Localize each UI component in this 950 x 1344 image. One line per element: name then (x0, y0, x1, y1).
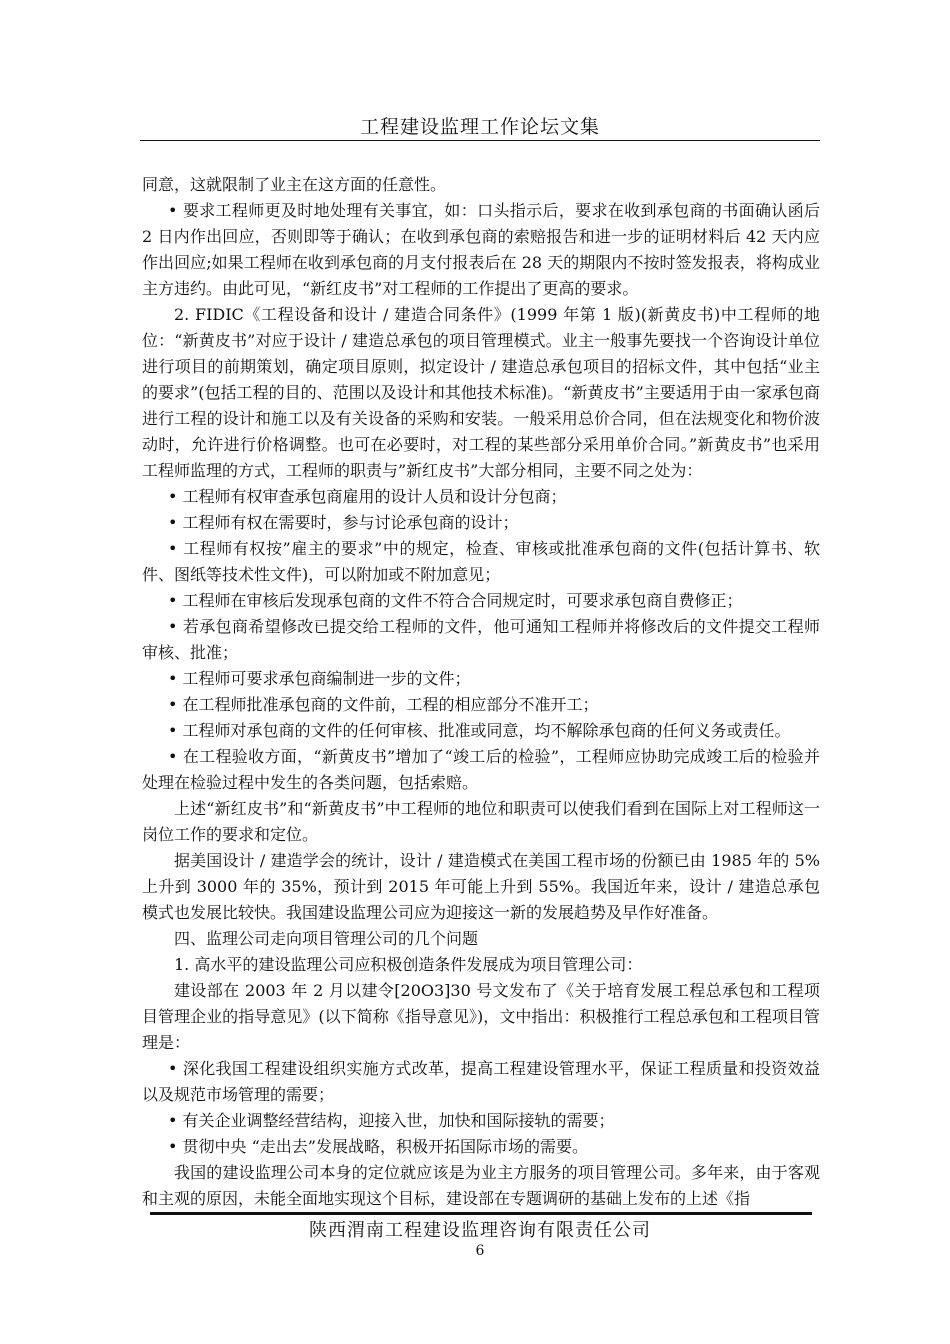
bullet-item: • 工程师有权在需要时，参与讨论承包商的设计； (168, 513, 519, 532)
page-header-title: 工程建设监理工作论坛文集 (359, 116, 600, 138)
bullet-item: • 要求工程师更及时地处理有关事宜，如：口头指示后，要求在收到承包商的书面确认函后 2 日内作出回应，否则即等于确认；在收到承包商的索赔报告和进一步的证明材料后 42 天内应作出回应;如果工程师在收到承包商的月支付报表后在 28 天的期限内不按时签发报表，将构成业主方违约。由此可见，“新红皮书”对工程师的工作提出了更高的要求。 (142, 201, 820, 298)
bullet-item: • 在工程师批准承包商的文件前，工程的相应部分不准开工； (168, 695, 599, 714)
footer-company-name: 陕西渭南工程建设监理咨询有限责任公司 (309, 1220, 651, 1241)
bullet-item: • 工程师在审核后发现承包商的文件不符合合同规定时，可要求承包商自费修正； (168, 591, 743, 610)
bullet-item: • 工程师对承包商的文件的任何审核、批准或同意，均不解除承包商的任何义务或责任。 (168, 721, 791, 740)
bullet-item: • 有关企业调整经营结构，迎接入世，加快和国际接轨的需要； (168, 1111, 615, 1130)
footer-divider (150, 1212, 812, 1215)
bullet-item: • 贯彻中央 “走出去”发展战略，积极开拓国际市场的需要。 (168, 1137, 588, 1156)
section-heading: 四、监理公司走向项目管理公司的几个问题 (174, 929, 479, 948)
header-divider (140, 140, 820, 141)
bullet-item: • 深化我国工程建设组织实施方式改革，提高工程建设管理水平，保证工程质量和投资效益以及规范市场管理的需要； (142, 1059, 820, 1104)
page-number: 6 (475, 1243, 485, 1259)
document-body (142, 172, 820, 1212)
bullet-item: • 工程师有权审查承包商雇用的设计人员和设计分包商； (168, 487, 567, 506)
paragraph: 上述“新红皮书”和“新黄皮书”中工程师的地位和职责可以使我们看到在国际上对工程师这一岗位工作的要求和定位。 (142, 799, 820, 844)
paragraph: 同意，这就限制了业主在这方面的任意性。 (142, 175, 447, 194)
bullet-item: • 工程师可要求承包商编制进一步的文件； (168, 669, 471, 688)
section-paragraph: 2. FIDIC《工程设备和设计 / 建造合同条件》(1999 年第 1 版)(新黄皮书)中工程师的地位：“新黄皮书”对应于设计 / 建造总承包的项目管理模式。业主一般事先要找一个咨询设计单位进行项目的前期策划，确定项目原则，拟定设计 / 建造总承包项目的招标文件，其中包括“业主的要求”(包括工程的目的、范围以及设计和其他技术标准)。“新黄皮书”主要适用于由一家承包商进行工程的设计和施工以及有关设备的采购和安装。一般采用总价合同，但在法规变化和物价波动时，允许进行价格调整。也可在必要时，对工程的某些部分采用单价合同。”新黄皮书”也采用工程师监理的方式，工程师的职责与”新红皮书”大部分相同，主要不同之处为： (142, 305, 820, 480)
paragraph: 我国的建设监理公司本身的定位就应该是为业主方服务的项目管理公司。多年来，由于客观和主观的原因，未能全面地实现这个目标，建设部在专题调研的基础上发布的上述《指 (142, 1163, 820, 1208)
paragraph: 建设部在 2003 年 2 月以建令[20O3]30 号文发布了《关于培育发展工程总承包和工程项目管理企业的指导意见》(以下简称《指导意见》)，文中指出：积极推行工程总承包和工程项目管理是： (142, 981, 820, 1052)
bullet-item: • 若承包商希望修改已提交给工程师的文件，他可通知工程师并将修改后的文件提交工程师审核、批准； (142, 617, 820, 662)
bullet-item: • 在工程验收方面，“新黄皮书”增加了“竣工后的检验”，工程师应协助完成竣工后的检验并处理在检验过程中发生的各类问题，包括索赔。 (142, 747, 820, 792)
subsection-heading: 1. 高水平的建设监理公司应积极创造条件发展成为项目管理公司： (174, 955, 643, 974)
paragraph: 据美国设计 / 建造学会的统计，设计 / 建造模式在美国工程市场的份额已由 1985 年的 5%上升到 3000 年的 35%，预计到 2015 年可能上升到 55%。我国近年来，设计 / 建造总承包模式也发展比较快。我国建设监理公司应为迎接这一新的发展趋势及早作好准备。 (142, 851, 820, 922)
bullet-item: • 工程师有权按”雇主的要求”中的规定，检查、审核或批准承包商的文件(包括计算书、软件、图纸等技术性文件)，可以附加或不附加意见； (142, 539, 820, 584)
